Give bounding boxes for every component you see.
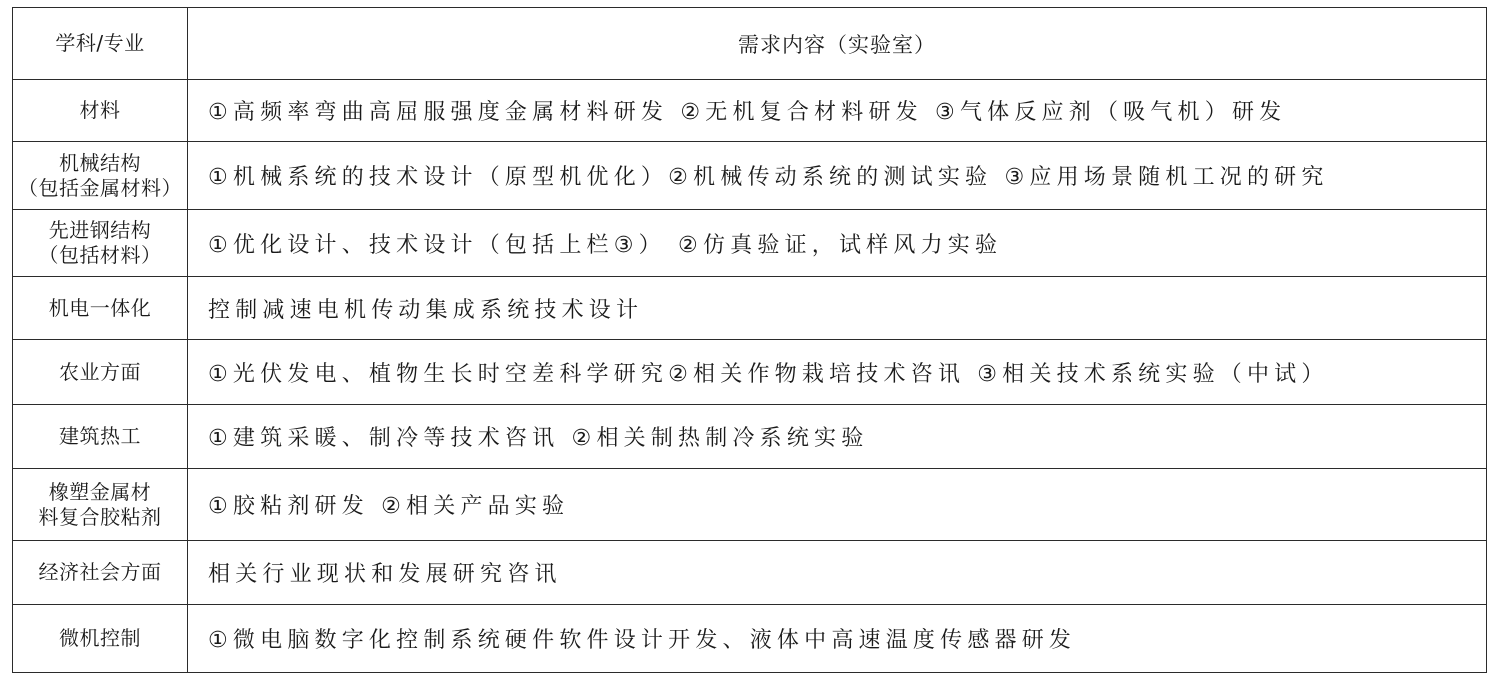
table-row bbox=[13, 210, 1487, 277]
table-row bbox=[13, 405, 1487, 469]
subject-line: 经济社会方面 bbox=[38, 560, 162, 584]
subject-line: 建筑热工 bbox=[59, 424, 141, 448]
subject-line: （包括金属材料） bbox=[18, 175, 182, 200]
subject-line: 微机控制 bbox=[59, 626, 141, 650]
subject-cell bbox=[13, 469, 188, 541]
subject-line: 材料 bbox=[79, 98, 121, 122]
content-cell: ①光伏发电、植物生长时空差科学研究②相关作物栽培技术咨讯 ③相关技术系统实验（中试） bbox=[188, 340, 1487, 405]
content-cell: ①微电脑数字化控制系统硬件软件设计开发、液体中高速温度传感器研发 bbox=[188, 605, 1487, 673]
content-cell: 控制减速电机传动集成系统技术设计 bbox=[188, 277, 1487, 340]
table-row bbox=[13, 469, 1487, 541]
subject-line: 先进钢结构 bbox=[48, 218, 152, 242]
subject-line: 机械结构 bbox=[59, 150, 141, 175]
table-row bbox=[13, 277, 1487, 340]
table-row bbox=[13, 142, 1487, 210]
subject-cell bbox=[13, 340, 188, 405]
content-cell: ①胶粘剂研发 ②相关产品实验 bbox=[188, 469, 1487, 541]
table-header-row bbox=[13, 8, 1487, 80]
table-row bbox=[13, 541, 1487, 605]
table-row bbox=[13, 80, 1487, 142]
content-cell: ①优化设计、技术设计（包括上栏③） ②仿真验证，试样风力实验 bbox=[188, 210, 1487, 277]
table-row bbox=[13, 605, 1487, 673]
header-content: 需求内容（实验室） bbox=[188, 8, 1487, 80]
subject-line: 橡塑金属材 bbox=[48, 479, 152, 504]
subject-line: 农业方面 bbox=[59, 359, 141, 384]
subject-line: 料复合胶粘剂 bbox=[38, 504, 162, 529]
subject-cell bbox=[13, 142, 188, 210]
subject-cell bbox=[13, 605, 188, 673]
subject-cell bbox=[13, 277, 188, 340]
content-cell: ①机械系统的技术设计（原型机优化）②机械传动系统的测试实验 ③应用场景随机工况的研究 bbox=[188, 142, 1487, 210]
content-cell: ①建筑采暖、制冷等技术咨讯 ②相关制热制冷系统实验 bbox=[188, 405, 1487, 469]
subject-line: 机电一体化 bbox=[48, 295, 152, 320]
table-row bbox=[13, 340, 1487, 405]
subject-cell bbox=[13, 541, 188, 605]
content-cell: 相关行业现状和发展研究咨讯 bbox=[188, 541, 1487, 605]
requirements-table bbox=[12, 7, 1487, 673]
subject-cell bbox=[13, 210, 188, 277]
subject-cell bbox=[13, 80, 188, 142]
header-subject: 学科/专业 bbox=[13, 8, 188, 80]
subject-cell bbox=[13, 405, 188, 469]
subject-line: （包括材料） bbox=[38, 243, 162, 267]
content-cell: ①高频率弯曲高屈服强度金属材料研发 ②无机复合材料研发 ③气体反应剂（吸气机）研发 bbox=[188, 80, 1487, 142]
